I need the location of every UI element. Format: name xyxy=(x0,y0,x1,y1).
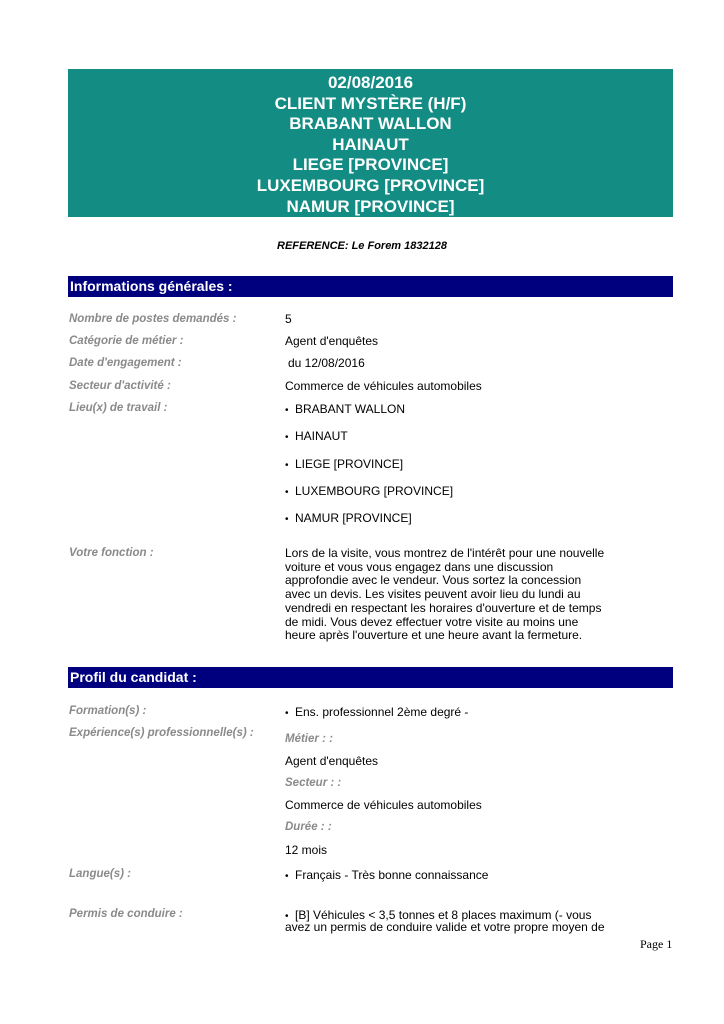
list-item xyxy=(285,511,412,525)
fonction-line: de midi. Vous devez effectuer votre visite au moins une xyxy=(285,614,579,629)
categorie-value: Agent d'enquêtes xyxy=(285,334,379,348)
bullet-icon: • xyxy=(285,871,289,882)
bullet-icon: • xyxy=(285,432,289,443)
date-label: Date d'engagement : xyxy=(69,357,182,369)
fonction-line: approfondie avec le vendeur. Vous sortez la concession xyxy=(285,573,582,588)
bullet-icon: • xyxy=(285,708,289,719)
fonction-line: avec un devis. Les visites peuvent avoir lieu du lundi au xyxy=(285,587,581,602)
permis-label: Permis de conduire : xyxy=(69,908,183,920)
secteur-label: Secteur d'activité : xyxy=(69,380,171,392)
experience-secteur-value: Commerce de véhicules automobiles xyxy=(285,798,482,812)
permis-line-2: avez un permis de conduire valide et votre propre moyen de xyxy=(285,920,605,934)
metier-label: Métier : : xyxy=(285,733,333,745)
reference: REFERENCE: Le Forem 1832128 xyxy=(277,240,447,252)
fonction-line: voiture et vous vous engagez dans une discussion xyxy=(285,559,554,574)
lieu-text: HAINAUT xyxy=(295,429,348,443)
lieu-text: LUXEMBOURG [PROVINCE] xyxy=(295,484,454,498)
list-item xyxy=(285,402,405,416)
lieux-label: Lieu(x) de travail : xyxy=(69,402,168,414)
categorie-label: Catégorie de métier : xyxy=(69,335,184,347)
title-region-2: HAINAUT xyxy=(332,134,409,154)
date-value: du 12/08/2016 xyxy=(288,356,365,370)
formation-item xyxy=(285,705,468,719)
fonction-label: Votre fonction : xyxy=(69,547,154,559)
title-job: CLIENT MYSTÈRE (H/F) xyxy=(274,93,467,113)
nb-postes-value: 5 xyxy=(285,312,292,326)
list-item xyxy=(285,484,453,498)
lieu-text: BRABANT WALLON xyxy=(295,402,406,416)
fonction-line: Lors de la visite, vous montrez de l'intérêt pour une nouvelle xyxy=(285,546,605,560)
bullet-icon: • xyxy=(285,460,289,471)
title-date: 02/08/2016 xyxy=(327,73,414,92)
title-region-3: LIEGE [PROVINCE] xyxy=(292,155,449,175)
fonction-line: vendredi en respectant les horaires d'ouverture et de temps xyxy=(285,600,602,615)
fonction-text xyxy=(285,547,615,643)
langue-label: Langue(s) : xyxy=(69,868,131,880)
section-profil-header: Profil du candidat : xyxy=(68,667,673,688)
experience-secteur-label: Secteur : : xyxy=(285,777,342,789)
metier-value: Agent d'enquêtes xyxy=(285,754,379,768)
bullet-icon: • xyxy=(285,487,289,498)
secteur-value: Commerce de véhicules automobiles xyxy=(285,379,482,393)
list-item xyxy=(285,429,348,443)
title-banner xyxy=(68,69,673,217)
page-number: Page 1 xyxy=(640,937,673,951)
formation-label: Formation(s) : xyxy=(69,705,147,717)
section-general-header: Informations générales : xyxy=(68,276,673,297)
title-region-1: BRABANT WALLON xyxy=(289,114,452,134)
bullet-icon: • xyxy=(285,911,289,922)
permis-line-1: [B] Véhicules < 3,5 tonnes et 8 places maximum (- vous xyxy=(295,908,592,922)
formation-value: Ens. professionnel 2ème degré - xyxy=(295,705,469,719)
lieu-text: LIEGE [PROVINCE] xyxy=(295,457,404,471)
nb-postes-label: Nombre de postes demandés : xyxy=(69,313,237,325)
bullet-icon: • xyxy=(285,514,289,525)
duree-value: 12 mois xyxy=(285,843,328,857)
fonction-line: heure après l'ouverture et une heure avant la fermeture. xyxy=(285,628,583,643)
experience-label: Expérience(s) professionnelle(s) : xyxy=(69,727,254,739)
title-region-5: NAMUR [PROVINCE] xyxy=(286,196,455,216)
langue-item xyxy=(285,868,488,882)
bullet-icon: • xyxy=(285,405,289,416)
langue-value: Français - Très bonne connaissance xyxy=(295,868,489,882)
duree-label: Durée : : xyxy=(285,821,332,833)
title-region-4: LUXEMBOURG [PROVINCE] xyxy=(256,175,485,195)
lieu-text: NAMUR [PROVINCE] xyxy=(295,511,412,525)
list-item xyxy=(285,457,403,471)
